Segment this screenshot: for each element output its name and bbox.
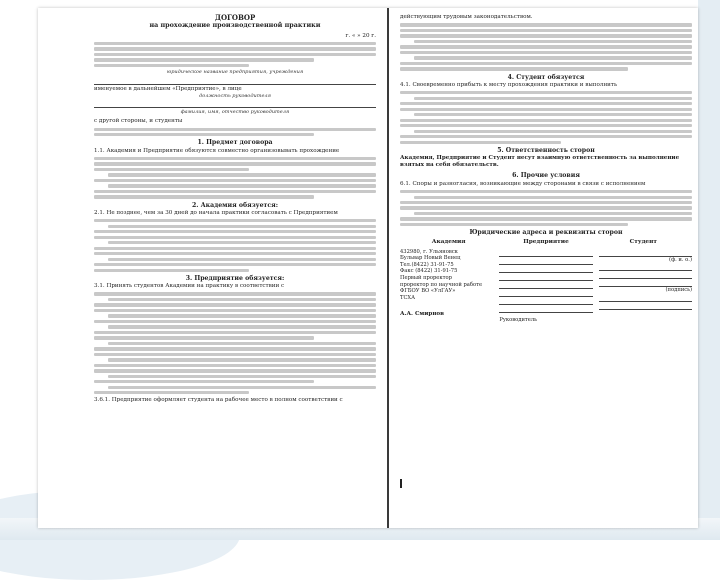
illegible-text-line	[108, 314, 376, 317]
student-fio-caption: (ф. и. о.)	[669, 256, 692, 263]
illegible-text-line	[499, 281, 592, 289]
academy-line: Факс (8422) 31-91-75	[400, 268, 458, 275]
fio-caption: фамилия, имя, отчество руководителя	[180, 108, 290, 115]
illegible-text-line	[108, 298, 376, 301]
illegible-text-line	[400, 45, 692, 48]
illegible-text-line	[414, 113, 692, 116]
illegible-text-line	[499, 273, 592, 281]
illegible-text-line	[400, 124, 692, 127]
section-heading-6: 6. Прочие условия	[512, 172, 580, 180]
illegible-text-line	[94, 303, 376, 306]
student-sign-caption: (подпись)	[665, 287, 692, 294]
section-first-line-2: 2.1. Не позднее, чем за 30 дней до начала практики согласовать с Предприятием	[94, 209, 338, 216]
illegible-text-line	[94, 331, 376, 334]
contract-document	[38, 8, 698, 528]
illegible-text-line	[414, 130, 692, 133]
illegible-text-line	[94, 320, 376, 323]
left-tail-line: 3.6.1. Предприятие оформляет студента на рабочее место в полном соответствии с	[94, 396, 343, 403]
position-caption: должность руководителя	[199, 92, 271, 99]
illegible-text-line	[94, 391, 249, 394]
illegible-text-line	[94, 353, 376, 356]
academy-line: ФГБОУ ВО «УлГАУ»	[400, 288, 456, 295]
date-line: г. « » 20 г.	[345, 32, 376, 39]
illegible-text-line	[400, 23, 692, 26]
illegible-text-line	[108, 241, 376, 244]
signature-grid	[400, 249, 692, 324]
section-first-line-3: 3.1. Принять студентов Академии на практику в соответствии с	[94, 283, 285, 290]
illegible-text-line	[94, 309, 376, 312]
illegible-text-line	[599, 263, 692, 271]
section-first-line-5: Академия, Предприятие и Студент несут взаимную ответственность за выполнение взятых на себя обязательств.	[400, 155, 680, 169]
illegible-text-line	[94, 336, 314, 339]
illegible-text-line	[108, 258, 376, 261]
illegible-text-line	[400, 119, 692, 122]
representative-line: именуемое в дальнейшем «Предприятие», в лице	[94, 85, 242, 92]
illegible-text-line	[94, 64, 249, 67]
illegible-text-line	[400, 51, 692, 54]
illegible-text-line	[414, 56, 692, 59]
illegible-text-line	[94, 263, 376, 266]
illegible-text-line	[400, 91, 692, 94]
illegible-text-line	[108, 358, 376, 361]
illegible-text-line	[400, 102, 692, 105]
illegible-text-line	[414, 196, 692, 199]
section-heading-4: 4. Студент обязуется	[507, 73, 585, 81]
illegible-text-line	[94, 230, 376, 233]
illegible-text-line	[94, 247, 376, 250]
enterprise-signer: Руководитель	[499, 316, 537, 323]
illegible-text-line	[108, 225, 376, 228]
details-heading: Юридические адреса и реквизиты сторон	[469, 229, 623, 237]
illegible-text-line	[499, 289, 592, 297]
student-details	[599, 249, 692, 324]
section-heading-3: 3. Предприятие обязуется:	[185, 274, 285, 282]
illegible-text-line	[108, 375, 376, 378]
academy-line: проректор по научной работе	[400, 281, 483, 288]
illegible-text-line	[400, 135, 692, 138]
other-side-line: с другой стороны, и студенты	[94, 118, 183, 125]
illegible-text-line	[108, 386, 376, 389]
academy-details	[400, 249, 493, 324]
margin-mark	[400, 479, 402, 488]
illegible-text-line	[94, 42, 376, 45]
illegible-text-line	[94, 58, 314, 61]
illegible-text-line	[499, 257, 592, 265]
illegible-text-line	[400, 217, 692, 220]
illegible-text-line	[414, 40, 692, 43]
section-heading-1: 1. Предмет договора	[197, 139, 273, 147]
illegible-text-line	[94, 236, 376, 239]
illegible-text-line	[108, 184, 376, 187]
org-caption: юридическое название предприятия, учреждения	[166, 69, 304, 76]
academy-column-title: Академия	[431, 239, 466, 246]
illegible-text-line	[400, 190, 692, 193]
illegible-text-line	[108, 325, 376, 328]
academy-line: Бульвар Новый Венец	[400, 255, 461, 262]
academy-line: Тел.(8422) 31-91-75	[400, 261, 454, 268]
illegible-text-line	[94, 369, 376, 372]
illegible-text-line	[94, 157, 376, 160]
illegible-text-line	[94, 190, 376, 193]
illegible-text-line	[94, 162, 376, 165]
right-page	[400, 14, 692, 522]
illegible-text-line	[499, 305, 592, 313]
document-title: ДОГОВОР	[214, 14, 256, 22]
illegible-text-line	[94, 53, 376, 56]
illegible-text-line	[599, 294, 692, 302]
illegible-text-line	[400, 223, 628, 226]
document-subtitle: на прохождение производственной практики	[149, 21, 321, 29]
illegible-text-line	[599, 302, 692, 310]
enterprise-column-title: Предприятие	[523, 239, 569, 246]
illegible-text-line	[94, 347, 376, 350]
illegible-text-line	[94, 168, 249, 171]
illegible-text-line	[94, 252, 376, 255]
illegible-text-line	[94, 219, 376, 222]
illegible-text-line	[94, 269, 249, 272]
section-heading-5: 5. Ответственность сторон	[497, 146, 595, 154]
enterprise-details	[499, 249, 592, 324]
illegible-text-line	[400, 67, 628, 70]
illegible-text-line	[499, 297, 592, 305]
illegible-text-line	[499, 265, 592, 273]
illegible-text-line	[414, 212, 692, 215]
academy-line: 432980, г. Ульяновск	[400, 248, 458, 255]
illegible-text-line	[400, 62, 692, 65]
illegible-text-line	[599, 271, 692, 279]
background-band-right	[698, 0, 720, 540]
page-divider	[387, 8, 389, 528]
academy-line: Первый проректор	[400, 275, 452, 281]
illegible-text-line	[94, 292, 376, 295]
illegible-text-line	[400, 34, 692, 37]
illegible-text-line	[400, 108, 692, 111]
illegible-text-line	[94, 47, 376, 50]
illegible-text-line	[414, 97, 692, 100]
student-column-title: Студент	[629, 239, 657, 246]
right-top-line: действующим трудовым законодательством.	[400, 14, 533, 20]
illegible-text-line	[94, 128, 376, 131]
illegible-text-line	[499, 249, 592, 257]
section-first-line-4: 4.1. Своевременно прибыть к месту прохождения практики и выполнить	[400, 81, 618, 88]
illegible-text-line	[108, 173, 376, 176]
illegible-text-line	[94, 380, 314, 383]
signature-header	[400, 239, 692, 246]
illegible-text-line	[599, 249, 692, 257]
section-first-line-6: 6.1. Споры и разногласия, возникающие между сторонами в связи с исполнением	[400, 180, 646, 187]
section-first-line-1: 1.1. Академия и Предприятие обязуются совместно организовывать прохождение	[94, 147, 340, 154]
section-heading-2: 2. Академия обязуется:	[191, 201, 278, 209]
illegible-text-line	[400, 206, 692, 209]
left-page	[94, 14, 376, 522]
illegible-text-line	[400, 201, 692, 204]
illegible-text-line	[94, 195, 314, 198]
position-blank	[94, 101, 376, 108]
academy-line: ТСХА	[400, 294, 416, 301]
illegible-text-line	[94, 133, 314, 136]
illegible-text-line	[400, 141, 561, 144]
academy-signer: А.А. Смирнов	[400, 311, 445, 318]
illegible-text-line	[400, 29, 692, 32]
org-blank	[94, 78, 376, 85]
illegible-text-line	[108, 342, 376, 345]
illegible-text-line	[94, 364, 376, 367]
illegible-text-line	[94, 179, 376, 182]
